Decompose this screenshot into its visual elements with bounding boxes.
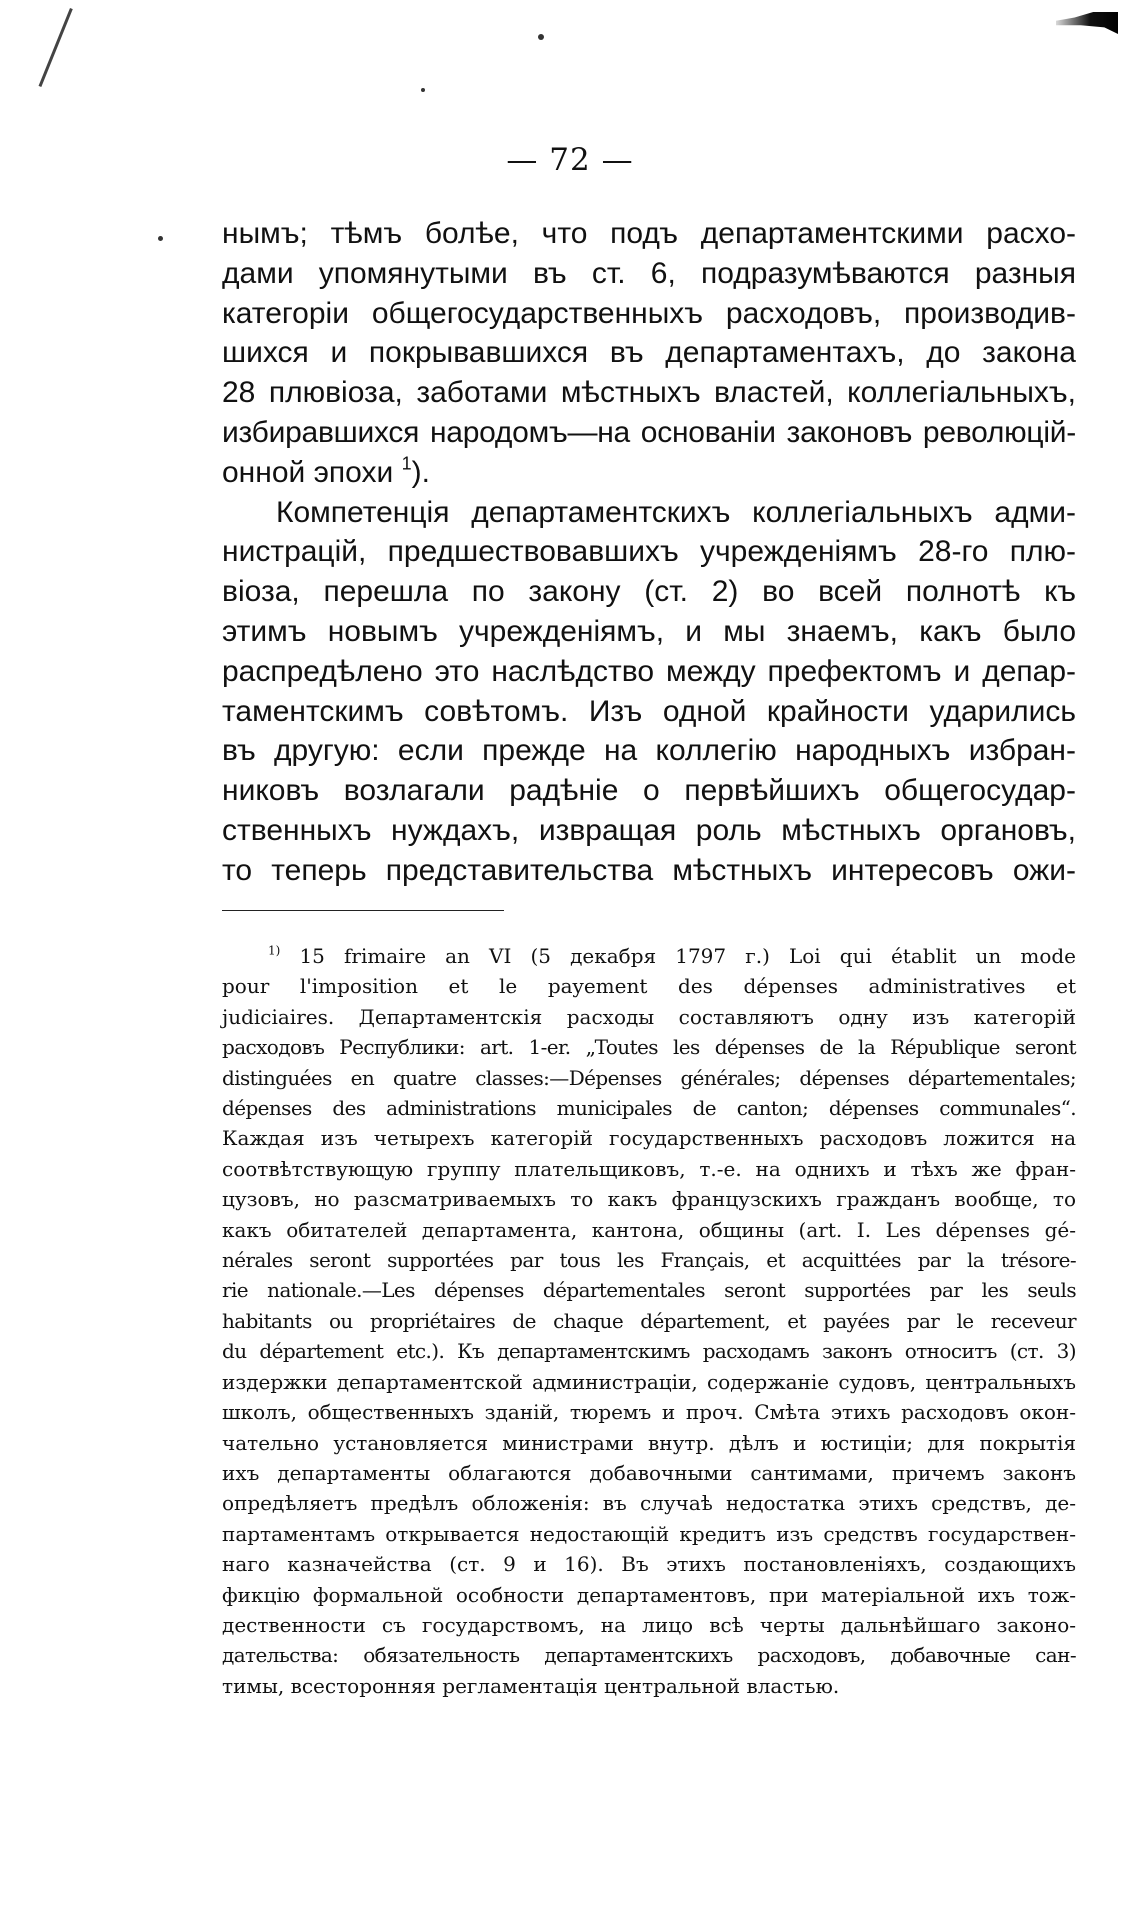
text-line: Компетенція департаментскихъ коллегіальныхъ адми-	[276, 495, 1076, 529]
text-line: таментскимъ совѣтомъ. Изъ одной крайности ударились	[222, 694, 1076, 728]
footnote-line: наго казначейства (ст. 9 и 16). Въ этихъ постановленіяхъ, создающихъ	[222, 1552, 1076, 1577]
footnote-reference-suffix: ).	[411, 455, 430, 489]
scan-speck	[158, 236, 163, 241]
text-line-content: онной эпохи	[222, 455, 394, 489]
footnote-line: расходовъ Республики: art. 1-er. „Toutes les dépenses de la République seront	[222, 1035, 1076, 1060]
footnote-line: judiciaires. Департаментскія расходы составляютъ одну изъ категорій	[222, 1004, 1076, 1029]
text-line: шихся и покрывавшихся въ департаментахъ, до закона	[222, 336, 1076, 370]
footnote-line: цузовъ, но разсматриваемыхъ то какъ французскихъ гражданъ вообще, то	[222, 1187, 1076, 1212]
text-line: избиравшихся народомъ—на основаніи законовъ революцій-	[222, 415, 1076, 449]
text-line: въ другую: если прежде на коллегію народныхъ избран-	[222, 734, 1076, 768]
text-line	[222, 453, 1076, 493]
footnote-line: дественности съ государствомъ, на лицо всѣ черты дальнѣйшаго законо-	[222, 1612, 1076, 1637]
footnote-line: школъ, общественныхъ зданій, тюремъ и проч. Смѣта этихъ расходовъ окон-	[222, 1400, 1076, 1425]
footnote-line: pour l'imposition et le payement des dépenses administratives et	[222, 974, 1076, 999]
text-line: нистрацій, предшествовавшихъ учрежденіямъ 28-го плю-	[222, 535, 1076, 569]
scan-mark-corner	[1056, 12, 1118, 34]
scan-mark-slash	[39, 8, 73, 87]
text-line: категоріи общегосударственныхъ расходовъ, производив-	[222, 296, 1076, 330]
footnote-line: издержки департаментской администраціи, содержаніе судовъ, центральныхъ	[222, 1369, 1076, 1394]
footnote	[222, 941, 1076, 1701]
footnote-line: чательно установляется министрами внутр. дѣлъ и юстиціи; для покрытія	[222, 1430, 1076, 1455]
footnote-line: какъ обитателей департамента, кантона, общины (art. I. Les dépenses gé-	[222, 1217, 1076, 1242]
footnote-line: фикцію формальной особности департаментовъ, при матеріальной ихъ тож-	[222, 1582, 1076, 1607]
text-line: распредѣлено это наслѣдство между префектомъ и депар-	[222, 654, 1076, 688]
footnote-line: тимы, всесторонняя регламентація центральной властью.	[222, 1673, 840, 1698]
footnote-marker: 1)	[268, 943, 281, 958]
text-line: ственныхъ нуждахъ, извращая роль мѣстныхъ органовъ,	[222, 813, 1076, 847]
footnote-line: партаментамъ открывается недостающій кредитъ изъ средствъ государствен-	[222, 1521, 1076, 1546]
main-text	[222, 214, 1076, 891]
footnote-line: nérales seront supportées par tous les Français, et acquittées par la trésore-	[222, 1248, 1076, 1273]
footnote-line	[222, 941, 1076, 971]
text-line: 28 плювіоза, заботами мѣстныхъ властей, коллегіальныхъ,	[222, 376, 1076, 410]
footnote-line: du département etc.). Къ департаментскимъ расходамъ законъ относитъ (ст. 3)	[222, 1339, 1076, 1364]
text-line: этимъ новымъ учрежденіямъ, и мы знаемъ, какъ было	[222, 614, 1076, 648]
footnote-line: distinguées en quatre classes:—Dépenses générales; dépenses départementales;	[222, 1065, 1076, 1090]
footnote-reference[interactable]: 1	[401, 453, 412, 474]
footnote-line: опредѣляетъ предѣлъ обложенія: въ случаѣ недостатка этихъ средствъ, де-	[222, 1491, 1076, 1516]
scan-speck	[421, 88, 425, 92]
page-number: — 72 —	[506, 142, 634, 178]
text-line: никовъ возлагали радѣніе о первѣйшихъ общегосудар-	[222, 774, 1076, 808]
footnote-line-content: 15 frimaire an VI (5 декабря 1797 г.) Loi qui établit un mode	[299, 944, 1076, 968]
text-line: то теперь представительства мѣстныхъ интересовъ ожи-	[222, 853, 1076, 887]
footnote-line: дательства: обязательность департаментскихъ расходовъ, добавочные сан-	[222, 1643, 1076, 1668]
footnote-line: rie nationale.—Les dépenses départementales seront supportées par les seuls	[222, 1278, 1076, 1303]
text-line: дами упомянутыми въ ст. 6, подразумѣваются разныя	[222, 256, 1076, 290]
text-line: віоза, перешла по закону (ст. 2) во всей полнотѣ къ	[222, 575, 1076, 609]
footnote-line: соотвѣтствующую группу плательщиковъ, т.-е. на однихъ и тѣхъ же фран-	[222, 1156, 1076, 1181]
footnote-line: ихъ департаменты облагаются добавочными сантимами, причемъ законъ	[222, 1460, 1076, 1485]
footnote-line: habitants ou propriétaires de chaque département, et payées par le receveur	[222, 1308, 1076, 1333]
footnote-divider	[222, 910, 504, 911]
scan-speck	[538, 34, 544, 40]
text-line: нымъ; тѣмъ болѣе, что подъ департаментскими расхо-	[222, 217, 1076, 250]
footnote-line: Каждая изъ четырехъ категорій государственныхъ расходовъ ложится на	[222, 1126, 1076, 1151]
footnote-line: dépenses des administrations municipales de canton; dépenses communales“.	[222, 1096, 1076, 1121]
